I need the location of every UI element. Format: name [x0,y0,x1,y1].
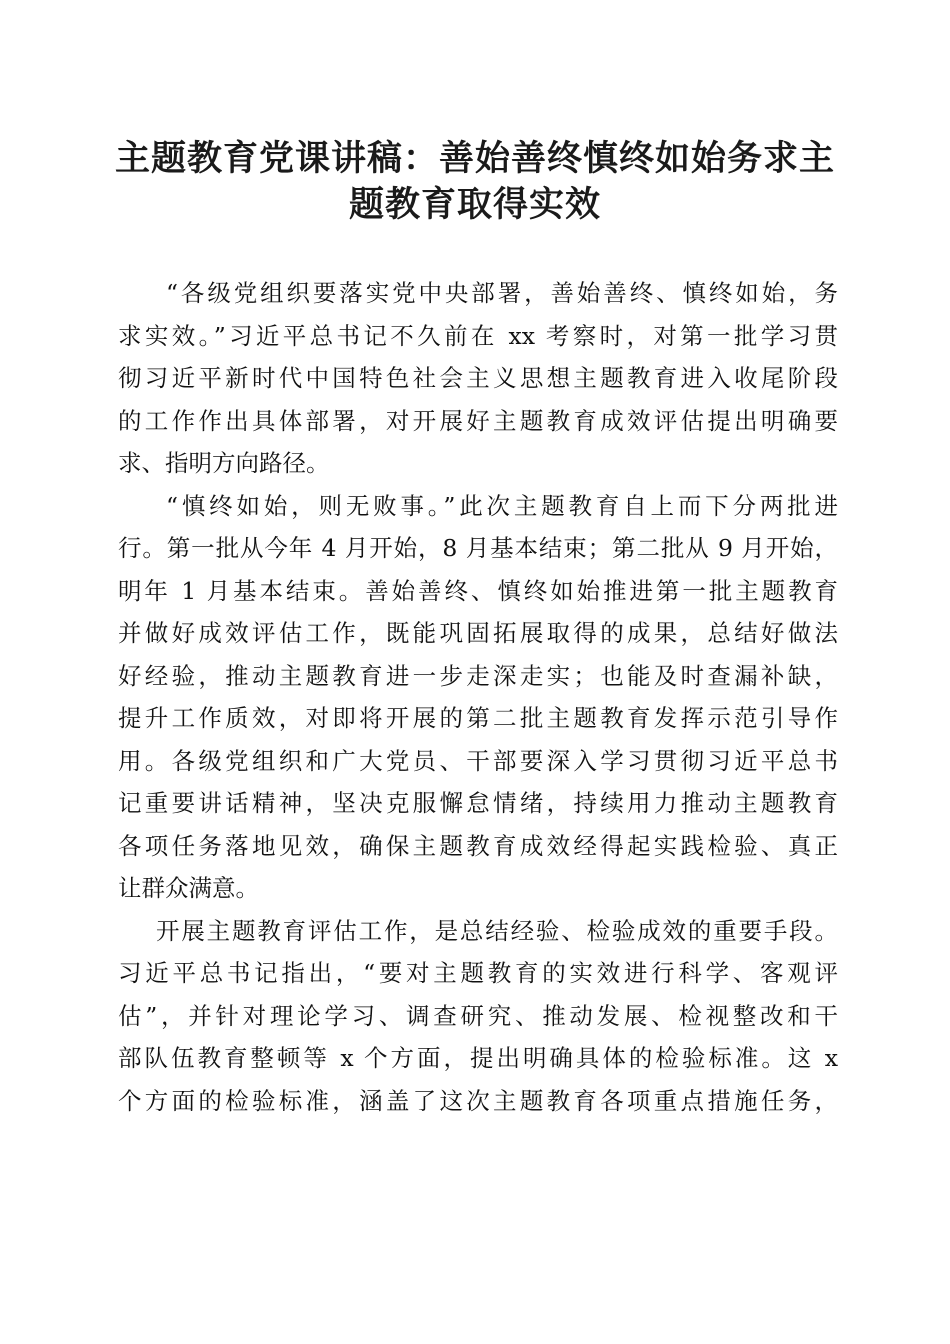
paragraph-2 [118,485,838,910]
paragraph-line: 估”，并针对理论学习、调查研究、推动发展、检视整改和干 [118,1001,838,1030]
paragraph-line: 并做好成效评估工作，既能巩固拓展取得的成果，总结好做法 [118,619,838,647]
paragraph-line: 让群众满意。 [118,874,259,902]
paragraph-3 [118,910,838,1123]
paragraph-line: “慎终如始，则无败事。”此次主题教育自上而下分两批进 [166,491,838,520]
paragraph-line: 记重要讲话精神，坚决克服懈怠情绪，持续用力推动主题教育 [118,789,838,817]
paragraph-line: 的工作作出具体部署，对开展好主题教育成效评估提出明确要 [118,406,838,435]
paragraph-line: “各级党组织要落实党中央部署，善始善终、慎终如始，务 [166,279,838,307]
document-title [100,136,850,228]
paragraph-line: 彻习近平新时代中国特色社会主义思想主题教育进入收尾阶段 [118,364,838,392]
paragraph-1 [118,272,838,485]
paragraph-line: 各项任务落地见效，确保主题教育成效经得起实践检验、真正 [118,831,838,860]
paragraph-line: 行。第一批从今年 4 月开始，8 月基本结束；第二批从 9 月开始， [118,534,838,562]
paragraph-line: 开展主题教育评估工作，是总结经验、检验成效的重要手段。 [156,916,838,945]
paragraph-line: 用。各级党组织和广大党员、干部要深入学习贯彻习近平总书 [118,746,838,775]
document-body [118,272,838,1122]
paragraph-line: 个方面的检验标准，涵盖了这次主题教育各项重点措施任务， [118,1086,838,1115]
paragraph-line: 明年 1 月基本结束。善始善终、慎终如始推进第一批主题教育 [118,576,838,605]
paragraph-line: 求、指明方向路径。 [118,449,330,477]
paragraph-line: 好经验，推动主题教育进一步走深走实；也能及时查漏补缺， [118,661,838,690]
paragraph-line: 求实效。”习近平总书记不久前在 xx 考察时，对第一批学习贯 [118,321,838,350]
title-line-1: 主题教育党课讲稿：善始善终慎终如始务求主 [114,138,835,179]
title-line-2: 题教育取得实效 [348,184,601,225]
paragraph-line: 习近平总书记指出，“要对主题教育的实效进行科学、客观评 [118,959,838,987]
paragraph-line: 提升工作质效，对即将开展的第二批主题教育发挥示范引导作 [118,704,838,732]
paragraph-line: 部队伍教育整顿等 x 个方面，提出明确具体的检验标准。这 x [118,1044,838,1072]
